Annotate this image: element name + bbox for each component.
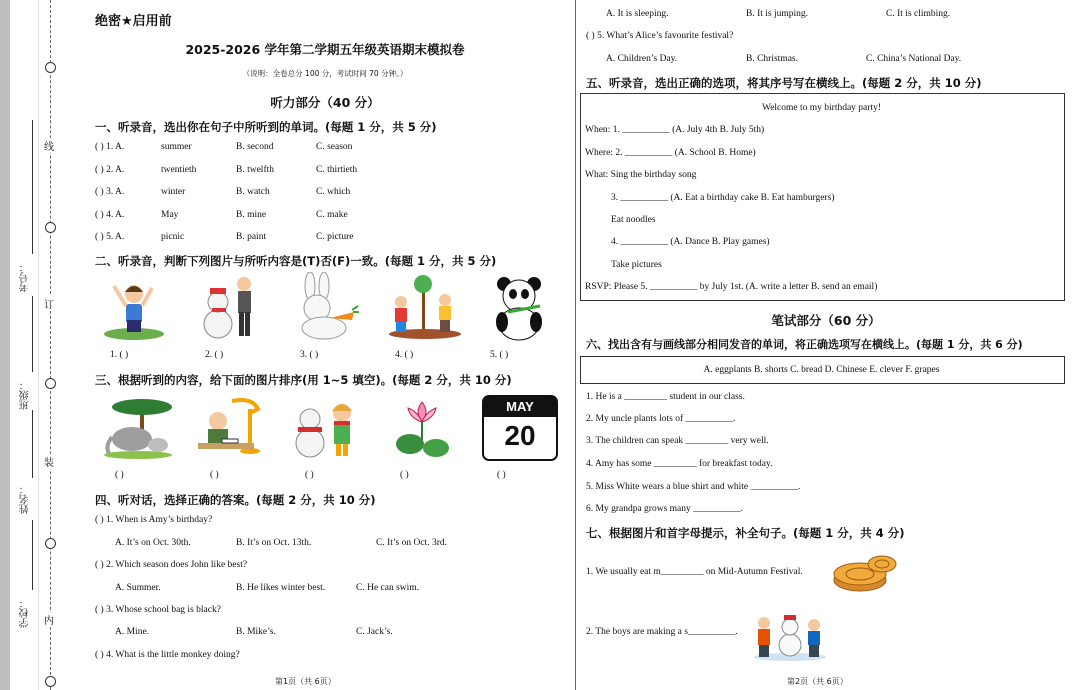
question-number: ( ) 5. A. [95, 232, 125, 242]
order-blank-2[interactable]: ( ) [210, 470, 219, 480]
phonics-item-1: 1. He is a _________ student in our class. [586, 392, 745, 402]
invitation-line: Take pictures [611, 260, 662, 270]
dialogue-question-3: ( ) 3. Whose school bag is black? [95, 605, 221, 615]
page-footer-1: 第1页（共 6页） [275, 677, 336, 686]
phonics-item-3: 3. The children can speak _________ very well. [586, 436, 769, 446]
seal-char: 装 [44, 454, 54, 469]
seal-hole [45, 676, 56, 687]
seal-char: 内 [44, 612, 54, 627]
exam-number-label: 考号： [20, 262, 31, 292]
option-a: picnic [161, 232, 185, 242]
invitation-line: RSVP: Please 5. __________ by July 1st. (A. write a letter B. send an email) [585, 282, 878, 292]
option-c: C. He can swim. [356, 583, 420, 593]
order-blank-3[interactable]: ( ) [305, 470, 314, 480]
writing-heading: 笔试部分（60 分） [771, 313, 881, 328]
rabbit-carrot-picture [290, 272, 360, 342]
snowman-girl-picture [290, 395, 365, 460]
child-stretching-picture [100, 272, 168, 342]
option-c: C. thirtieth [316, 165, 358, 175]
exam-title [0, 40, 650, 58]
class-blank[interactable] [32, 296, 33, 372]
phonics-item-4: 4. Amy has some _________ for breakfast today. [586, 459, 773, 469]
section-2-heading: 二、听录音，判断下列图片与所听内容是(T)否(F)一致。(每题 1 分，共 5 分) [95, 254, 497, 268]
sentence-item-1: 1. We usually eat m_________ on Mid-Autumn Festival. [586, 567, 803, 577]
option-a: A. It’s on Oct. 30th. [115, 538, 191, 548]
option-a: May [161, 210, 179, 220]
invitation-line: What: Sing the birthday song [585, 170, 697, 180]
option-b: B. watch [236, 187, 270, 197]
option-a: A. Mine. [115, 627, 150, 637]
page-divider [575, 0, 576, 690]
option-c: C. It is climbing. [886, 9, 951, 19]
lotus-picture [392, 392, 452, 462]
mooncake-picture [830, 546, 900, 594]
calendar-picture [482, 395, 558, 461]
picture-judgement-4[interactable]: 4. ( ) [395, 350, 414, 360]
school-blank[interactable] [32, 520, 33, 590]
page-footer-2: 第2页（共 6页） [787, 677, 848, 686]
option-b: B. Christmas. [746, 54, 798, 64]
calendar-day: 20 [504, 420, 536, 451]
kids-planting-picture [385, 272, 465, 342]
dialogue-question-2: ( ) 2. Which season does John like best? [95, 560, 248, 570]
section-1-heading: 一、听录音，选出你在句子中所听到的单词。(每题 1 分，共 5 分) [95, 120, 437, 134]
order-blank-1[interactable]: ( ) [115, 470, 124, 480]
option-c: C. It’s on Oct. 3rd. [376, 538, 447, 548]
snowman-boy-picture [198, 272, 266, 344]
section-4-heading: 四、听对话，选择正确的答案。(每题 2 分，共 10 分) [95, 493, 376, 507]
option-c: C. season [316, 142, 353, 152]
option-c: C. which [316, 187, 351, 197]
question-number: ( ) 4. A. [95, 210, 125, 220]
option-a: winter [161, 187, 186, 197]
seal-hole [45, 378, 56, 389]
section-3-heading: 三、根据听到的内容，给下面的图片排序(用 1~5 填空)。(每题 2 分，共 10 分) [95, 373, 512, 387]
option-a: A. Children’s Day. [606, 54, 678, 64]
calendar-month: MAY [484, 397, 556, 417]
option-a: summer [161, 142, 192, 152]
boys-snowman-picture [750, 603, 828, 661]
school-label: 学校： [20, 598, 31, 628]
name-blank[interactable] [32, 410, 33, 478]
dialogue-question-5: ( ) 5. What’s Alice’s favourite festival? [586, 31, 734, 41]
exam-title-text: 2025-2026 学年第二学期五年级英语期末模拟卷 [185, 42, 465, 57]
order-blank-4[interactable]: ( ) [400, 470, 409, 480]
option-b: B. mine [236, 210, 267, 220]
sentence-item-2: 2. The boys are making a s__________. [586, 627, 738, 637]
option-c: C. picture [316, 232, 354, 242]
order-blank-5[interactable]: ( ) [497, 470, 506, 480]
seal-char: 订 [44, 296, 54, 311]
option-b: B. It’s on Oct. 13th. [236, 538, 312, 548]
option-a: twentieth [161, 165, 197, 175]
option-a: A. It is sleeping. [606, 9, 669, 19]
phonics-item-2: 2. My uncle plants lots of __________. [586, 414, 736, 424]
option-c: C. China’s National Day. [866, 54, 962, 64]
elephants-tree-picture [100, 395, 175, 460]
picture-judgement-5[interactable]: 5. ( ) [490, 350, 509, 360]
invitation-line: 4. __________ (A. Dance B. Play games) [611, 237, 770, 247]
invitation-line: Where: 2. __________ (A. School B. Home) [585, 148, 756, 158]
question-number: ( ) 2. A. [95, 165, 125, 175]
option-b: B. It is jumping. [746, 9, 809, 19]
exam-note: （说明：全卷总分 100 分，考试时间 70 分钟。） [242, 69, 408, 78]
picture-judgement-3[interactable]: 3. ( ) [300, 350, 319, 360]
seal-hole [45, 222, 56, 233]
option-b: B. Mike’s. [236, 627, 276, 637]
option-c: C. make [316, 210, 348, 220]
phonics-item-5: 5. Miss White wears a blue shirt and white __________. [586, 482, 801, 492]
picture-judgement-2[interactable]: 2. ( ) [205, 350, 224, 360]
invitation-title: Welcome to my birthday party! [761, 103, 881, 113]
seal-hole [45, 538, 56, 549]
exam-number-blank[interactable] [32, 120, 33, 254]
invitation-line: 3. __________ (A. Eat a birthday cake B. Eat hamburgers) [611, 193, 835, 203]
invitation-line: When: 1. __________ (A. July 4th B. July 5th) [585, 125, 765, 135]
word-options: A. eggplants B. shorts C. bread D. Chinese E. clever F. grapes [703, 365, 940, 375]
picture-judgement-1[interactable]: 1. ( ) [110, 350, 129, 360]
option-b: B. twelfth [236, 165, 274, 175]
option-b: B. second [236, 142, 274, 152]
question-number: ( ) 1. A. [95, 142, 125, 152]
phonics-item-6: 6. My grandpa grows many __________. [586, 504, 743, 514]
seal-char: 线 [44, 138, 54, 153]
name-label: 姓名： [20, 484, 31, 514]
dialogue-question-4: ( ) 4. What is the little monkey doing? [95, 650, 240, 660]
option-c: C. Jack’s. [356, 627, 393, 637]
listening-heading: 听力部分（40 分） [270, 95, 380, 110]
secret-mark: 绝密★启用前 [95, 14, 172, 29]
question-number: ( ) 3. A. [95, 187, 125, 197]
invitation-line: Eat noodles [611, 215, 656, 225]
option-b: B. He likes winter best. [236, 583, 326, 593]
boy-studying-lamp-picture [192, 395, 267, 460]
section-7-heading: 七、根据图片和首字母提示，补全句子。(每题 1 分，共 4 分) [586, 526, 905, 540]
panda-picture [488, 272, 550, 344]
class-label: 班级： [20, 380, 31, 410]
section-6-heading: 六、找出含有与画线部分相同发音的单词，将正确选项写在横线上。(每题 1 分，共 6 分) [586, 338, 1023, 351]
option-b: B. paint [236, 232, 267, 242]
dialogue-question-1: ( ) 1. When is Amy’s birthday? [95, 515, 213, 525]
section-5-heading: 五、听录音，选出正确的选项，将其序号写在横线上。(每题 2 分，共 10 分) [586, 76, 982, 90]
option-a: A. Summer. [115, 583, 161, 593]
